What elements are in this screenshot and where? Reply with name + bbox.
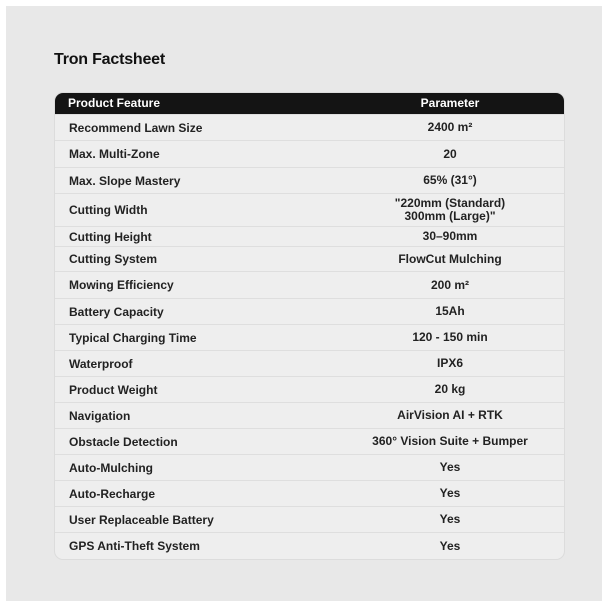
feature-cell: Cutting System xyxy=(69,252,158,266)
value-cell: 20 kg xyxy=(434,382,466,396)
feature-cell: Obstacle Detection xyxy=(69,434,178,449)
feature-cell: GPS Anti-Theft System xyxy=(69,539,200,553)
table-row xyxy=(55,428,564,454)
header-parameter: Parameter xyxy=(420,95,480,110)
feature-cell: Navigation xyxy=(69,408,131,423)
feature-cell: Auto-Mulching xyxy=(69,460,153,475)
value-cell: Yes xyxy=(439,538,461,553)
value-cell: 20 xyxy=(443,146,457,161)
table-header xyxy=(54,92,565,114)
table-row xyxy=(55,167,564,193)
value-cell: 120 - 150 min xyxy=(412,330,488,344)
table-row xyxy=(55,376,564,402)
value-cell: "220mm (Standard) 300mm (Large)" xyxy=(394,196,506,223)
table-row xyxy=(55,193,564,226)
table-row xyxy=(55,454,564,480)
feature-cell: User Replaceable Battery xyxy=(69,512,214,527)
feature-cell: Cutting Width xyxy=(69,203,148,217)
page-title: Tron Factsheet xyxy=(54,51,166,68)
feature-cell: Auto-Recharge xyxy=(69,486,156,501)
feature-cell: Recommend Lawn Size xyxy=(69,120,203,135)
table-row xyxy=(55,350,564,376)
factsheet-table xyxy=(54,92,565,560)
feature-cell: Typical Charging Time xyxy=(69,330,197,345)
feature-cell: Max. Slope Mastery xyxy=(69,173,181,188)
feature-cell: Waterproof xyxy=(69,356,133,371)
table-row xyxy=(55,271,564,298)
feature-cell: Mowing Efficiency xyxy=(69,278,174,292)
header-feature: Product Feature xyxy=(68,96,161,110)
table-row xyxy=(55,532,564,559)
value-cell: 65% (31°) xyxy=(423,173,477,187)
table-row xyxy=(55,226,564,246)
feature-cell: Cutting Height xyxy=(69,229,152,244)
value-cell: AirVision AI + RTK xyxy=(397,408,503,422)
value-cell: 15Ah xyxy=(435,304,465,318)
value-cell: IPX6 xyxy=(436,356,463,370)
value-cell: Yes xyxy=(439,512,461,526)
table-row xyxy=(55,114,564,140)
table-row xyxy=(55,480,564,506)
table-row xyxy=(55,246,564,271)
value-cell: 30–90mm xyxy=(422,229,478,243)
table-row xyxy=(55,324,564,350)
feature-cell: Max. Multi-Zone xyxy=(69,147,160,161)
value-cell: 360° Vision Suite + Bumper xyxy=(372,434,528,448)
value-cell: 2400 m² xyxy=(427,120,473,134)
value-cell: 200 m² xyxy=(430,277,470,292)
value-cell: Yes xyxy=(439,460,461,474)
value-cell: Yes xyxy=(439,486,461,500)
table-row xyxy=(55,140,564,167)
feature-cell: Product Weight xyxy=(69,382,158,397)
table-row xyxy=(55,402,564,428)
value-cell: FlowCut Mulching xyxy=(398,251,502,266)
table-row xyxy=(55,298,564,324)
table-row xyxy=(55,506,564,532)
feature-cell: Battery Capacity xyxy=(69,304,164,319)
factsheet-panel xyxy=(6,6,602,601)
